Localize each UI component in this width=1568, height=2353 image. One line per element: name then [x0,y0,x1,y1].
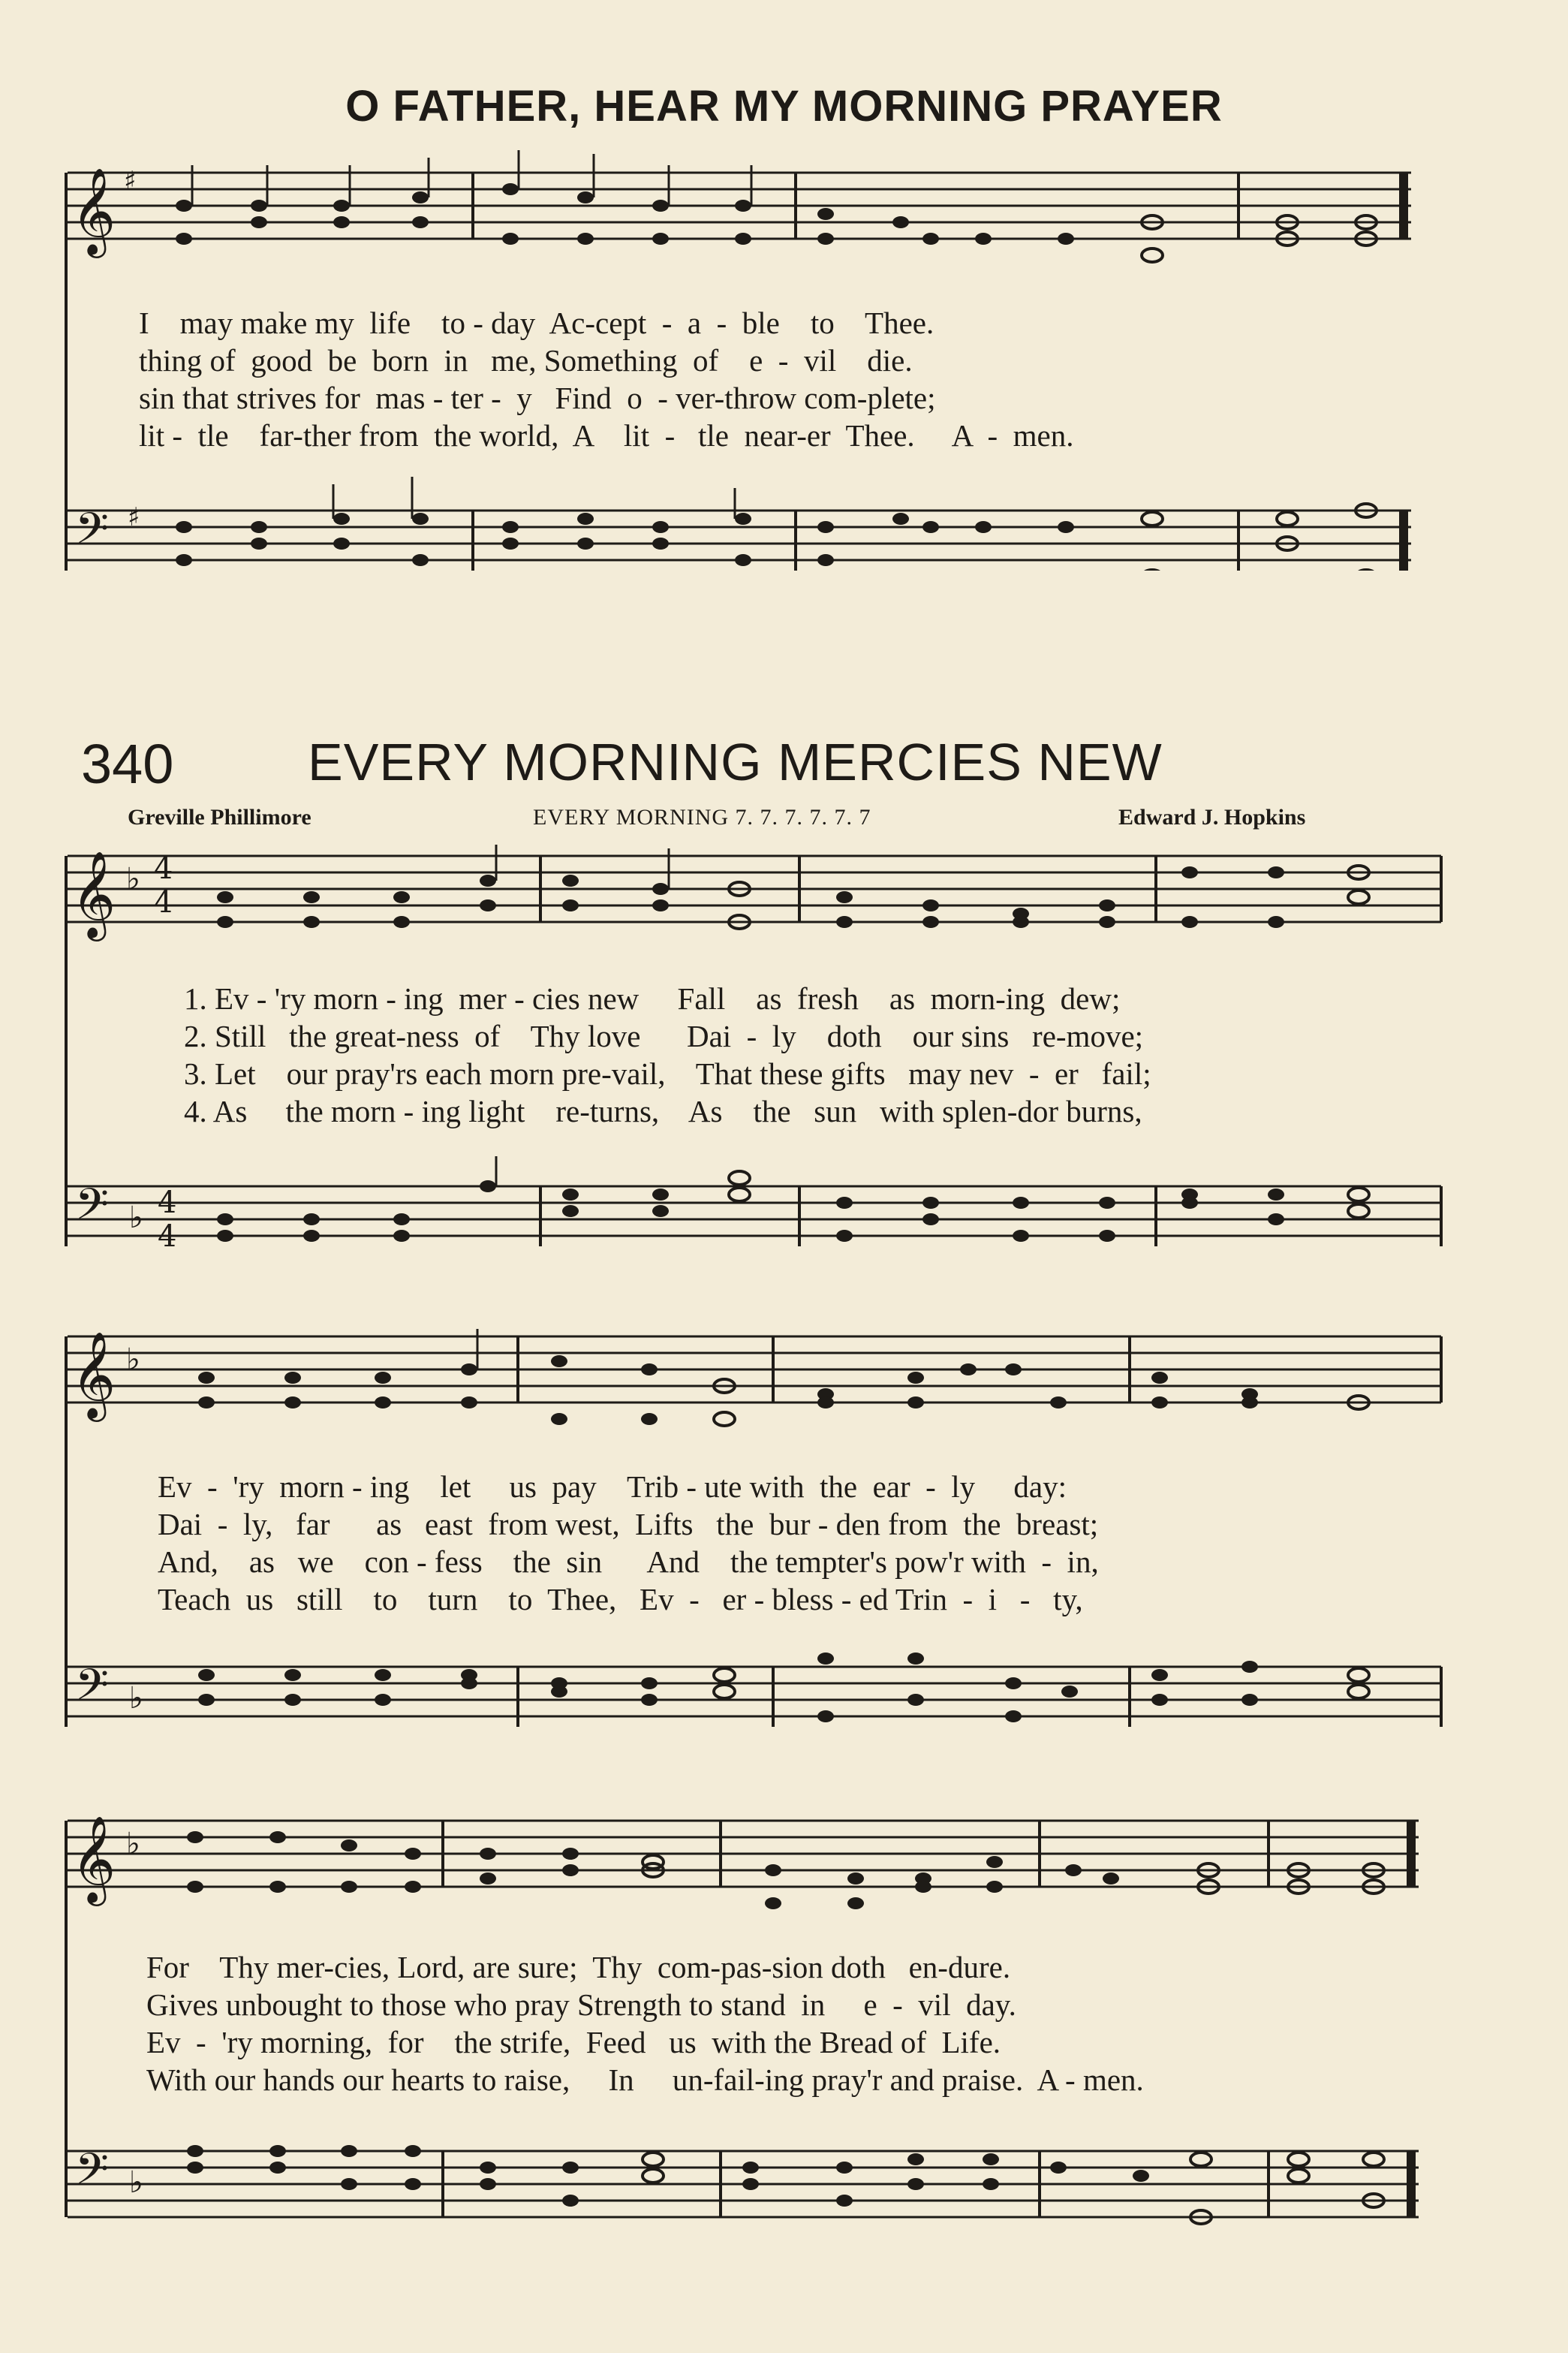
hymn1-lyric-line: thing of good be born in me, Something of e - vil die. [139,343,913,378]
treble-notes [198,1329,1369,1426]
svg-text:4: 4 [158,1186,177,1220]
tune-name-meter: EVERY MORNING 7. 7. 7. 7. 7. 7 [533,805,871,830]
svg-text:♭: ♭ [129,2165,143,2200]
hymn2-lyric-line: And, as we con - fess the sin And the tempter's pow'r with - in, [158,1544,1099,1579]
hymn-number: 340 [81,733,174,795]
hymn2-lyric-line: Ev - 'ry morning, for the strife, Feed us with the Bread of Life. [146,2025,1001,2059]
bass-notes [217,1156,1369,1242]
hymn2-lyric-line: 3. Let our pray'rs each morn pre-vail, That these gifts may nev - er fail; [184,1056,1151,1091]
hymn2-lyric-line: Gives unbought to those who pray Strength to stand in e - vil day. [146,1987,1016,2022]
bass-notes [176,477,1377,571]
treble-staff [68,166,1411,258]
svg-text:♯: ♯ [128,502,140,532]
hymn1-lyric-line: lit - tle far-ther from the world, A lit - tle near-er Thee. A - men. [139,418,1074,453]
hymn2-lyric-line: 2. Still the great-ness of Thy love Dai - ly doth our sins re-move; [184,1019,1144,1053]
hymn1-lyric-line: sin that strives for mas - ter - y Find o - ver-throw com-plete; [139,381,936,415]
bass-clef-icon: 𝄢 [75,1179,110,1240]
composer-credit: Edward J. Hopkins [1118,805,1306,830]
hymn2-lyric-line: 1. Ev - 'ry morn - ing mer - cies new Fall as fresh as morn-ing dew; [184,981,1121,1016]
treble-notes [217,845,1369,929]
time-signature-top: 4 [154,851,173,886]
hymn2-lyric-line: Ev - 'ry morn - ing let us pay Trib - ute with the ear - ly day: [158,1469,1067,1504]
svg-text:♭: ♭ [126,1342,140,1377]
svg-text:♭: ♭ [126,1827,140,1861]
hymn-title-every-morning: EVERY MORNING MERCIES NEW [308,733,1163,791]
hymn2-lyric-line: For Thy mer-cies, Lord, are sure; Thy com-pas-sion doth en-dure. [146,1950,1011,1984]
bass-clef-icon: 𝄢 [75,2144,110,2205]
hymn2-lyric-line: With our hands our hearts to raise, In un-fail-ing pray'r and praise. A - men. [146,2062,1144,2097]
svg-text:♭: ♭ [126,862,140,896]
hymn2-lyric-line: Dai - ly, far as east from west, Lifts the bur - den from the breast; [158,1507,1099,1541]
svg-text:♭: ♭ [129,1681,143,1716]
svg-text:♭: ♭ [129,1201,143,1235]
bass-clef-icon: 𝄢 [75,503,110,565]
treble-clef-icon: 𝄞 [71,1815,116,1903]
treble-clef-icon: 𝄞 [71,167,116,255]
author-credit: Greville Phillimore [128,805,311,830]
svg-text:♯: ♯ [124,166,137,196]
bass-clef-icon: 𝄢 [75,1659,110,1721]
treble-clef-icon: 𝄞 [71,850,116,938]
hymn2-lyric-line: Teach us still to turn to Thee, Ev - er - bless - ed Trin - i - ty, [158,1582,1083,1616]
hymn2-lyric-line: 4. As the morn - ing light re-turns, As the sun with splen-dor burns, [184,1094,1142,1128]
svg-text:4: 4 [158,1219,177,1246]
treble-clef-icon: 𝄞 [71,1330,116,1418]
time-signature-bottom: 4 [154,885,173,920]
hymn-title-o-father: O FATHER, HEAR MY MORNING PRAYER [345,82,1223,131]
hymn1-lyric-line: I may make my life to - day Ac-cept - a - ble to Thee. [139,306,934,340]
